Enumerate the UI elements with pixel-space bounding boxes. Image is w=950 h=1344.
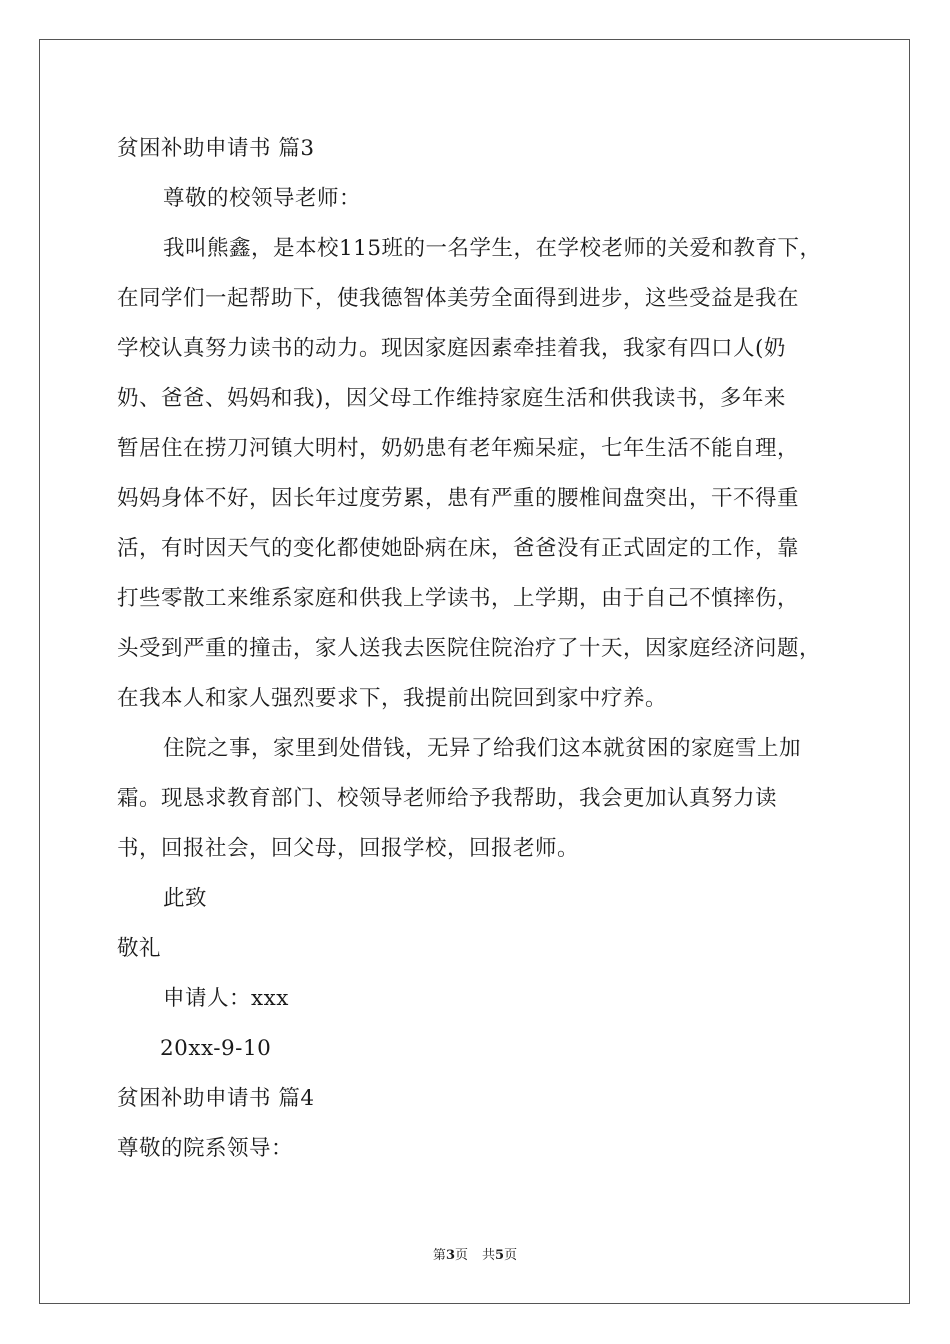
paragraph-1-line-3: 学校认真努力读书的动力。现因家庭因素牵挂着我，我家有四口人(奶 xyxy=(117,336,786,361)
paragraph-2-line-1: 住院之事，家里到处借钱，无异了给我们这本就贫困的家庭雪上加 xyxy=(163,736,802,761)
salutation-4: 尊敬的院系领导： xyxy=(117,1136,294,1161)
footer-page-suffix: 页 xyxy=(454,1248,468,1263)
footer-page-prefix: 第 xyxy=(432,1248,446,1263)
paragraph-2-line-2: 霜。现恳求教育部门、校领导老师给予我帮助，我会更加认真努力读 xyxy=(117,786,778,811)
paragraph-1-line-2: 在同学们一起帮助下，使我德智体美劳全面得到进步，这些受益是我在 xyxy=(117,286,800,311)
closing-jingli: 敬礼 xyxy=(117,936,162,961)
salutation: 尊敬的校领导老师： xyxy=(163,186,362,211)
section-heading-3: 贫困补助申请书 篇3 xyxy=(117,136,315,161)
paragraph-1-line-4: 奶、爸爸、妈妈和我)，因父母工作维持家庭生活和供我读书，多年来 xyxy=(117,386,786,411)
paragraph-1-line-7: 活，有时因天气的变化都使她卧病在床，爸爸没有正式固定的工作，靠 xyxy=(117,536,800,561)
paragraph-1-line-5: 暂居住在捞刀河镇大明村，奶奶患有老年痴呆症，七年生活不能自理， xyxy=(117,436,800,461)
paragraph-1-line-9: 头受到严重的撞击，家人送我去医院住院治疗了十天，因家庭经济问题， xyxy=(117,636,822,661)
page-footer xyxy=(0,1246,950,1266)
page-border xyxy=(39,39,910,1304)
paragraph-2-line-3: 书，回报社会，回父母，回报学校，回报老师。 xyxy=(117,836,580,861)
footer-total-suffix: 页 xyxy=(504,1248,518,1263)
paragraph-1-line-10: 在我本人和家人强烈要求下，我提前出院回到家中疗养。 xyxy=(117,686,668,711)
application-date: 20xx-9-10 xyxy=(160,1036,272,1061)
paragraph-1-line-8: 打些零散工来维系家庭和供我上学读书，上学期，由于自己不慎摔伤， xyxy=(117,586,800,611)
paragraph-1-line-1: 我叫熊鑫，是本校115班的一名学生，在学校老师的关爱和教育下， xyxy=(163,236,822,261)
section-heading-4: 贫困补助申请书 篇4 xyxy=(117,1086,315,1111)
paragraph-1-line-6: 妈妈身体不好，因长年过度劳累，患有严重的腰椎间盘突出，干不得重 xyxy=(117,486,800,511)
footer-total-pages: 5 xyxy=(495,1248,505,1263)
footer-total-prefix: 共 xyxy=(482,1248,496,1263)
footer-page-number: 3 xyxy=(445,1248,455,1263)
closing-cizhi: 此致 xyxy=(163,886,208,911)
applicant-signature: 申请人：xxx xyxy=(163,986,289,1011)
